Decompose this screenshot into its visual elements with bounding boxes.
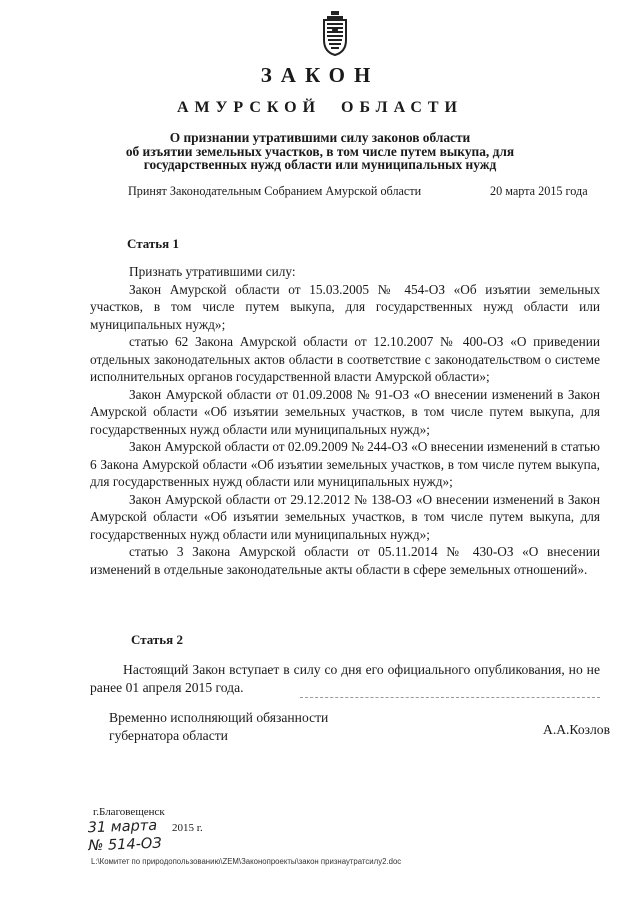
article-1-body — [90, 263, 600, 578]
coat-of-arms-icon — [321, 10, 349, 56]
article-1-item: Закон Амурской области от 01.09.2008 № 91-ОЗ «О внесении изменений в Закон Амурской области «Об изъятии земельных участков, в том числе путем выкупа, для государственных нужд области или муниципальных нужд»; — [90, 386, 600, 437]
article-2-text: Настоящий Закон вступает в силу со дня его официального опубликования, но не ранее 01 апреля 2015 года. — [90, 662, 600, 695]
handwritten-registration — [87, 817, 162, 856]
subject-line: об изъятии земельных участков, в том числе путем выкупа, для — [125, 143, 515, 159]
article-1-item: Закон Амурской области от 02.09.2009 № 244-ОЗ «О внесении изменений в статью 6 Закона Амурской области «Об изъятии земельных участков, в том числе путем выкупа, для государственных нужд области или муниципальных нужд»; — [90, 439, 600, 489]
divider — [300, 697, 600, 698]
subject-line: О признании утратившими силу законов области — [169, 130, 471, 145]
article-2-heading: Статья 2 — [131, 632, 183, 647]
article-1-item: статью 62 Закона Амурской области от 12.10.2007 № 400-ОЗ «О приведении отдельных законодательных актов области в соответствие с законодательством о системе исполнительных органов государственной власти Амурской области»; — [90, 334, 600, 384]
article-1-intro: Признать утратившими силу: — [129, 264, 296, 279]
article-1-item: Закон Амурской области от 15.03.2005 № 454-ОЗ «Об изъятии земельных участков, в том числе путем выкупа, для государственных нужд области или муниципальных нужд»; — [90, 281, 600, 332]
signer-position-line: Временно исполняющий обязанности — [109, 710, 329, 725]
handwritten-date: 31 марта — [87, 817, 158, 837]
law-subject — [60, 131, 580, 172]
signer-name: А.А.Козлов — [543, 722, 610, 737]
adopted-by: Принят Законодательным Собранием Амурской области — [128, 184, 422, 198]
handwritten-number: № 514-ОЗ — [88, 835, 162, 855]
subject-line: государственных нужд области или муниципальных нужд — [143, 157, 497, 172]
file-path: L:\Комитет по природопользованию\ZEM\Законопроекты\закон признаутратсилу2.doc — [91, 857, 402, 866]
article-1-item: Закон Амурской области от 29.12.2012 № 138-ОЗ «О внесении изменений в Закон Амурской области «Об изъятии земельных участков, в том числе путем выкупа, для государственных нужд области или муниципальных нужд»; — [90, 491, 600, 542]
signer-position-line: губернатора области — [109, 728, 228, 743]
signer-position — [109, 709, 328, 745]
article-1-heading: Статья 1 — [127, 236, 179, 251]
article-1-item: статью 3 Закона Амурской области от 05.11.2014 № 430-ОЗ «О внесении изменений в отдельные законодательные акты области в сфере земельных отношений». — [90, 544, 600, 577]
law-title: ЗАКОН — [260, 63, 380, 87]
signing-year: 2015 г. — [172, 822, 203, 834]
article-2-body — [90, 661, 600, 697]
region-title: АМУРСКОЙ ОБЛАСТИ — [177, 99, 463, 116]
place-of-signing: г.Благовещенск — [93, 806, 165, 818]
adopted-date: 20 марта 2015 года — [490, 184, 588, 198]
